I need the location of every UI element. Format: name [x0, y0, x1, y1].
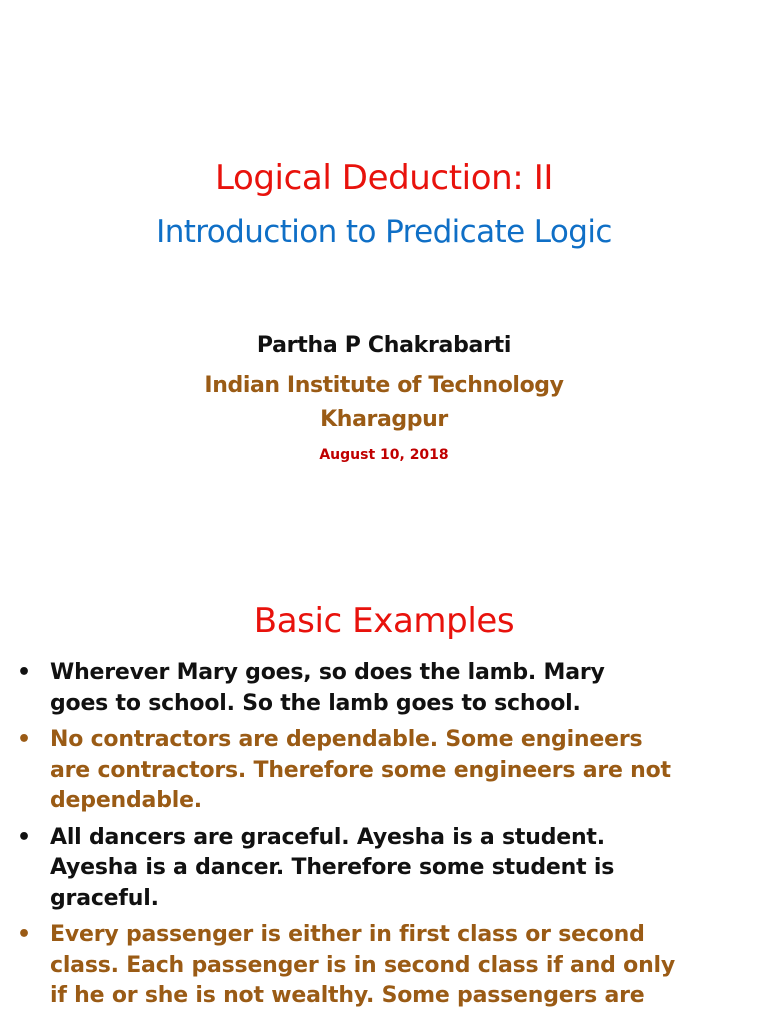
example-bullet	[0, 658, 768, 719]
example-line: graceful.	[50, 885, 159, 911]
example-line: All dancers are graceful. Ayesha is a student.	[50, 824, 605, 850]
example-line: Ayesha is a dancer. Therefore some student is	[50, 855, 615, 880]
example-list	[0, 658, 768, 1018]
slide-title-heading: Logical Deduction: II	[215, 158, 553, 198]
example-line: if he or she is not wealthy. Some passengers are	[50, 983, 645, 1008]
example-line: dependable.	[50, 788, 202, 813]
presentation-date: August 10, 2018	[319, 447, 449, 463]
author-name: Partha P Chakrabarti	[256, 333, 512, 358]
example-line: No contractors are dependable. Some engineers	[50, 727, 643, 752]
bullet-dot-icon: •	[17, 660, 31, 685]
example-line: Wherever Mary goes, so does the lamb. Mary	[50, 660, 605, 685]
bullet-dot-icon: •	[17, 922, 31, 947]
slide-subtitle: Introduction to Predicate Logic	[156, 214, 612, 250]
bullet-dot-icon: •	[17, 727, 31, 752]
bullet-dot-icon: •	[17, 824, 31, 850]
example-line: are contractors. Therefore some engineers are not	[50, 757, 671, 783]
example-bullet	[0, 823, 768, 915]
example-line: class. Each passenger is in second class if and only	[50, 952, 676, 978]
institution-location: Kharagpur	[320, 407, 448, 432]
example-bullet	[0, 725, 768, 817]
institution-name: Indian Institute of Technology	[204, 373, 564, 398]
example-line: goes to school. So the lamb goes to school.	[50, 690, 581, 716]
slide-heading: Basic Examples	[253, 601, 515, 641]
slide-basic-examples	[0, 560, 768, 1024]
example-bullet	[0, 920, 768, 1012]
example-line: Every passenger is either in first class or second	[50, 922, 645, 947]
